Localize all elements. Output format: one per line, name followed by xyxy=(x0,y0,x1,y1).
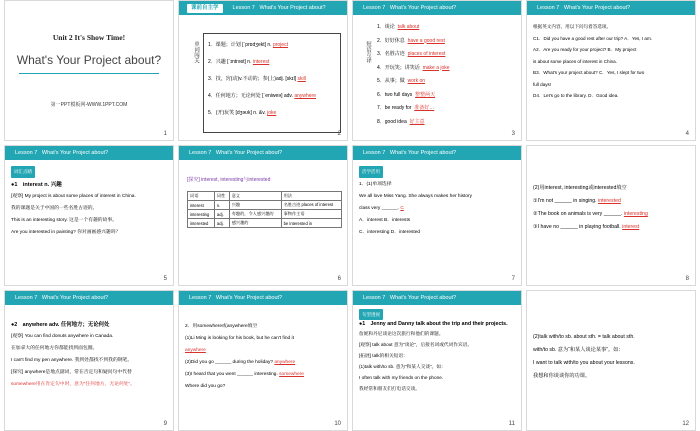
fill-line-3: ②The book on animals is very ______. interesting xyxy=(533,211,648,217)
phrase-1: 1．谈论 talk about xyxy=(377,24,420,30)
slide-header xyxy=(5,146,173,160)
explain-line-1: (2)talk with/to sb. about sth. = talk about sth. xyxy=(533,334,635,340)
slide-number: 11 xyxy=(508,421,515,427)
header-title: Lesson 7 What's Your Project about? xyxy=(363,5,457,11)
fill-line-1: (2)用interest, interesting或interested填空 xyxy=(533,185,627,191)
exercise-line-3: class very ______. C xyxy=(359,206,404,211)
slide-header xyxy=(179,146,347,160)
example-1-cn: 在加拿大的任何地方你都能找到面包圈。 xyxy=(11,346,98,351)
section-badge: 词汇点睛 xyxy=(11,166,35,178)
slide-number: 3 xyxy=(511,131,515,137)
slide-header xyxy=(353,146,521,160)
comparison-head: [探究] interest, interesting与interested xyxy=(187,177,271,183)
exercise xyxy=(185,321,347,393)
slide-number: 4 xyxy=(685,131,689,137)
exercise xyxy=(359,166,519,239)
vocab-line-4: 4．任何地方；无论何处 [ˈeniweə] adv. anywhere xyxy=(208,93,317,99)
site-credit: 第一PPT模板网-WWW.1PPT.COM xyxy=(50,102,128,108)
slide-2[interactable] xyxy=(178,0,348,141)
exercise-line-3: anywhere xyxy=(185,348,206,353)
word-head: ●2 anywhere adv. 任何地方；无论何处 xyxy=(11,322,110,328)
explain-1: [探究] anywhere是地点副词，常在否定句和疑问句中代替 xyxy=(11,370,132,375)
exercise-line-5: (3)I heard that you went ______ interesting. somewhere xyxy=(185,372,304,377)
side-label: 单词闯关 xyxy=(193,41,199,63)
slide-12[interactable] xyxy=(526,290,696,431)
table-row: interested adj. 感兴趣的 be interested in xyxy=(188,219,342,228)
phrase-7: 7．be ready for 准备好… xyxy=(377,105,435,111)
exercise-line-5: C．interesting D．interested xyxy=(359,230,421,235)
vocab-explain xyxy=(11,319,173,391)
example-1: [观察] You can find donuts anywhere in Canada. xyxy=(11,334,114,339)
slide-number: 9 xyxy=(163,421,167,427)
sentence-head: ●1 Jenny and Danny talk about the trip and their projects. xyxy=(359,321,508,327)
slide-5[interactable] xyxy=(4,145,174,286)
exercise-line-4: A．interest B．interests xyxy=(359,218,411,223)
example-1-cn: 我经常和朋友们打电话交谈。 xyxy=(359,386,420,391)
slide-11[interactable] xyxy=(352,290,522,431)
side-label: 短语互译 xyxy=(365,41,371,63)
section-badge: 活学活用 xyxy=(359,166,383,178)
phrase-4: 4．开玩笑；讲笑话 make a joke xyxy=(377,64,450,71)
header-title: Lesson 7 What's Your Project about? xyxy=(537,5,631,11)
phrase-5: 5．从事；做 work on xyxy=(377,78,426,84)
explain-line-4: 我想和你谈谈你的功课。 xyxy=(533,373,591,379)
match-line-5: full days! xyxy=(533,81,552,87)
word-head: ●1 interest n. 兴趣 xyxy=(11,182,62,188)
slide-header xyxy=(527,1,695,15)
table-row: 词语 词性 意义 用法 xyxy=(188,192,342,201)
fill-line-2: ①I'm not ______ in singing. interested xyxy=(533,198,621,204)
slide-number: 7 xyxy=(511,276,515,282)
example-2: I can't find my pen anywhere. 我到处都找不到我的钢笔。 xyxy=(11,358,133,363)
phrase-list xyxy=(377,21,517,129)
slide-number: 1 xyxy=(163,131,167,137)
slide-1[interactable] xyxy=(4,0,174,141)
answer: C xyxy=(400,206,404,211)
vocab-line-2: 2．兴趣 [ˈɪntrəst] n. interest xyxy=(208,59,270,65)
exercise-line-1: 1．(1)单项选择 xyxy=(359,182,392,187)
explain-2: [拓展] talk的相关短语： xyxy=(359,353,408,358)
exercise-line-6: Where did you go? xyxy=(185,384,226,389)
slide-10[interactable] xyxy=(178,290,348,431)
slide-9[interactable] xyxy=(4,290,174,431)
vocab-line-3: 3．技，窍(动)v.不动的；参(上)adj. [skɪl] skill xyxy=(208,76,306,82)
slide-6[interactable] xyxy=(178,145,348,286)
section-tag: 课前自主学 xyxy=(187,4,223,13)
phrase-explain xyxy=(533,331,695,383)
comparison-table xyxy=(187,191,342,228)
header-title: Lesson 7 What's Your Project about? xyxy=(15,295,109,301)
slide-4[interactable] xyxy=(526,0,696,141)
explain-1: [观察] talk about 意为“谈论”，后接名词或代词作宾语。 xyxy=(359,342,473,347)
table-row: interesting adj. 有趣的，令人感兴趣的 事物作主语 xyxy=(188,210,342,219)
header-title: Lesson 7 What's Your Project about? xyxy=(189,150,283,156)
slide-3[interactable] xyxy=(352,0,522,141)
slide-number: 5 xyxy=(163,276,167,282)
exercise-line-2: (1)Li Ming is looking for his book, but he can't find it xyxy=(185,336,294,341)
lesson-title: What's Your Project about? xyxy=(16,53,162,67)
vocab-box xyxy=(203,33,341,133)
example-2: This is an interesting story. 这是一个有趣的故事。 xyxy=(11,218,117,223)
slide-number: 10 xyxy=(334,421,341,427)
slide-header xyxy=(353,1,521,15)
slide-number: 2 xyxy=(337,131,341,137)
slide-header xyxy=(353,291,521,305)
slide-7[interactable] xyxy=(352,145,522,286)
match-line-6: D4．Let's go to the library. D．Good idea. xyxy=(533,93,619,98)
match-line-3: is about some places of interest in China. xyxy=(533,58,618,64)
example-1-cn: 我的课题是关于中国的一些名胜古迹的。 xyxy=(11,206,98,211)
exercise-line-4: (2)Did you go ______ during the holiday? anywhere xyxy=(185,360,296,365)
slide-number: 12 xyxy=(682,421,689,427)
example-1: I often talk with my friends on the phone. xyxy=(359,375,444,380)
sentence-cn: 詹妮和丹尼谈论这次旅行和他们的课题。 xyxy=(359,331,444,336)
slide-8[interactable] xyxy=(526,145,696,286)
fill-blank xyxy=(533,182,695,234)
vocab-line-1: 1．课题；计划 [ˈprɒdʒekt] n. project xyxy=(208,42,288,48)
slide-number: 8 xyxy=(685,276,689,282)
fill-line-4: ③I have no ______ in playing football. interest xyxy=(533,224,640,230)
exercise-line-1: 2．用somewhere或anywhere填空 xyxy=(185,324,258,329)
vocab-line-5: 5．(开)玩笑 [dʒəʊk] n. &v. joke xyxy=(208,110,277,116)
match-line-2: A2．Are you ready for your project? B．My project xyxy=(533,47,637,52)
explain-line-2: with/to sb. 意为“和某人谈论某事”。如： xyxy=(533,347,624,353)
slide-number: 6 xyxy=(337,276,341,282)
unit-title: Unit 2 It's Show Time! xyxy=(52,33,126,42)
header-title: Lesson 7 What's Your Project about? xyxy=(363,150,457,156)
phrase-3: 3．名胜古迹 places of interest xyxy=(377,51,446,57)
match-line-4: B3．What's your project about? C．Yes, I slept for two xyxy=(533,70,645,75)
section-badge: 句型透视 xyxy=(359,309,383,320)
table-row: interest n. 兴趣 名胜古迹 places of interest xyxy=(188,201,342,210)
vocab-explain xyxy=(11,166,173,239)
divider xyxy=(19,73,159,74)
matching-intro: 根据英文内容，用以下问句着答选项。 xyxy=(533,24,612,29)
header-title: Lesson 7 What's Your Project about? xyxy=(189,295,283,301)
slide-header xyxy=(179,1,347,15)
example-3: Are you interested in painting? 你对画画感兴趣吗？ xyxy=(11,230,121,235)
exercise-line-2: We all love Miss Yang. She always makes her history xyxy=(359,194,473,199)
comparison xyxy=(187,176,342,228)
explain-3: (1)talk with/to sb. 意为“和某人交谈”。如： xyxy=(359,364,446,369)
example-1: [观察] My project is about some places of interest in China. xyxy=(11,194,136,199)
explain-2: somewhere用在肯定句中时，意为“任何地方，无论何处”。 xyxy=(11,382,135,387)
match-line-1: C1．Did you have a good rest after our trip? A．Yes, I am. xyxy=(533,35,653,41)
phrase-8: 8．good idea 好主意 xyxy=(377,118,425,125)
phrase-2: 2．好好休息 have a good rest xyxy=(377,37,445,44)
matching-exercise xyxy=(533,21,695,102)
header-title: Lesson 7 What's Your Project about? xyxy=(363,295,457,301)
phrase-6: 6．two full days 整整两天 xyxy=(377,91,436,98)
explain-line-3: I want to talk with/to you about your lessons. xyxy=(533,360,635,366)
slide-header xyxy=(5,291,173,305)
header-title: Lesson 7 What's Your Project about? xyxy=(15,150,109,156)
sentence-explain xyxy=(359,309,519,394)
slide-header xyxy=(179,291,347,305)
header-title: Lesson 7 What's Your Project about? xyxy=(232,5,326,11)
